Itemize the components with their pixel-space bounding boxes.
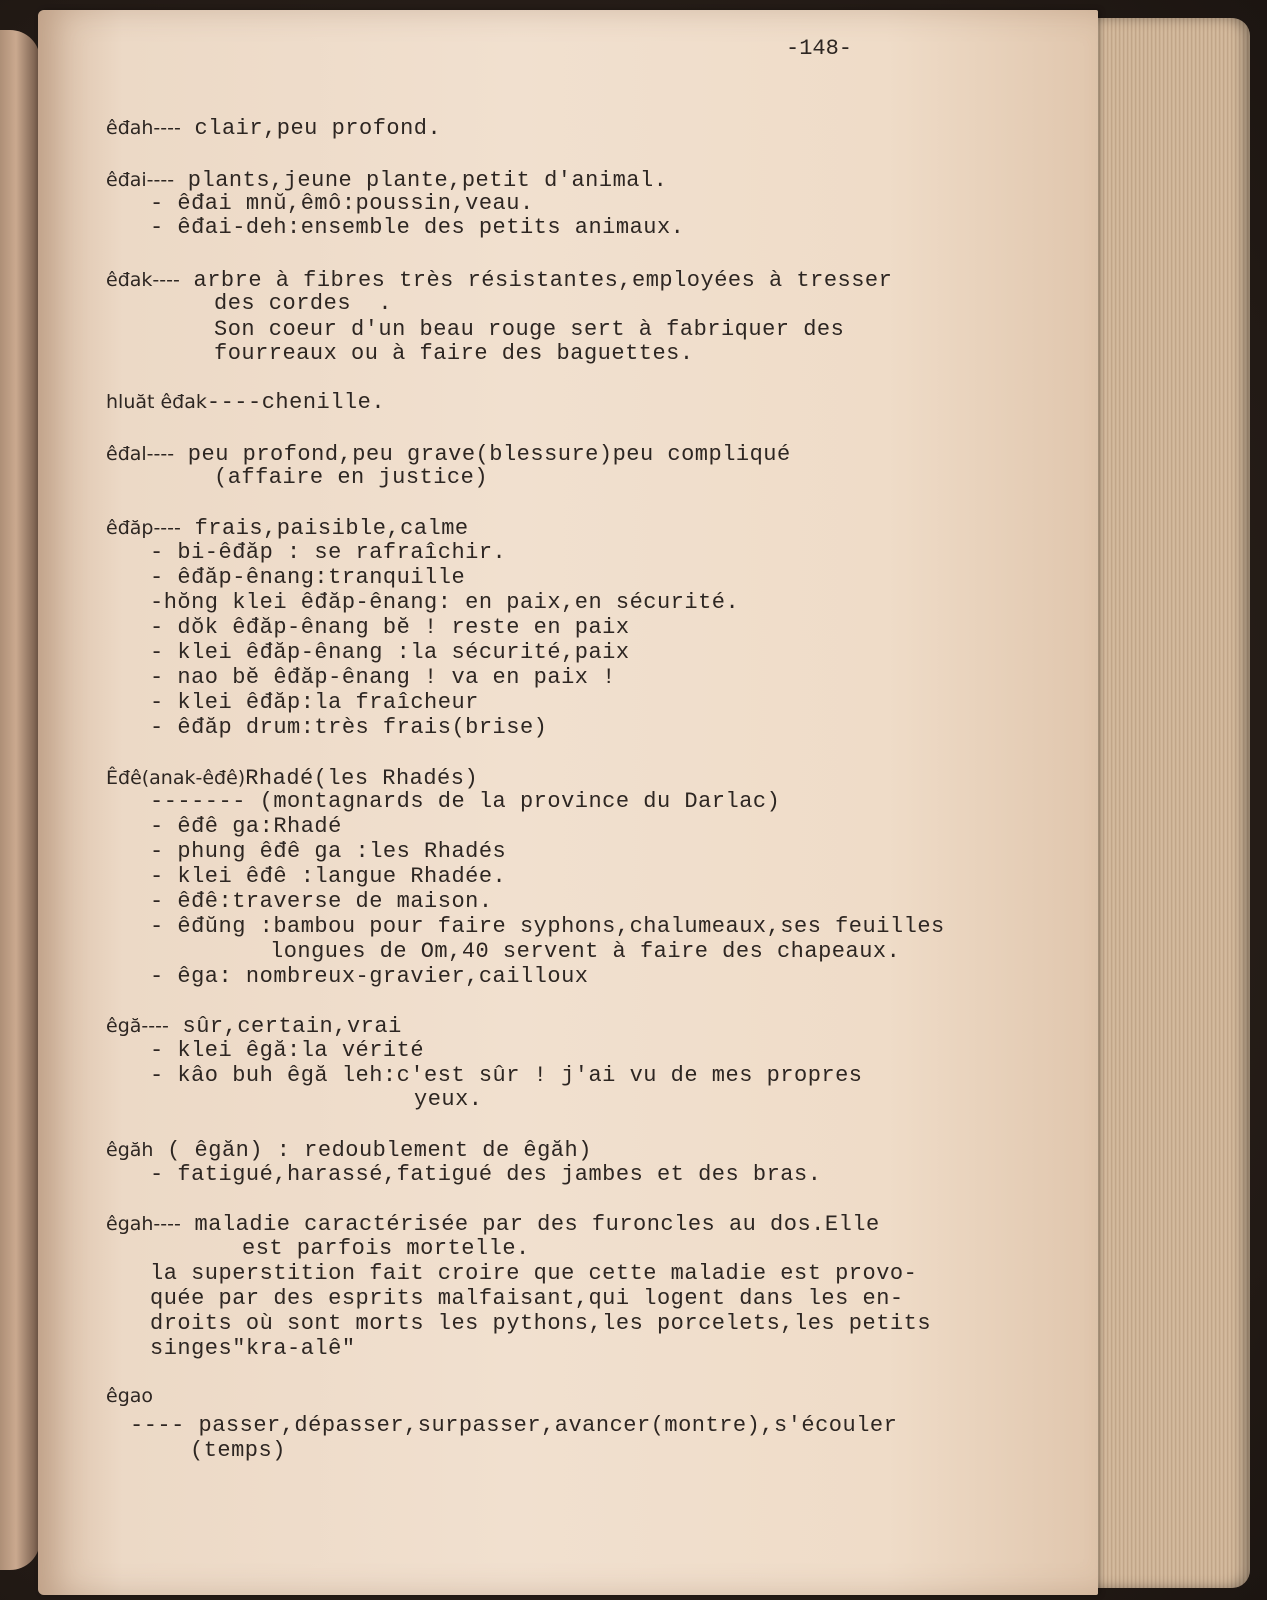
entry-line: êgă---- sûr,certain,vrai bbox=[106, 1014, 402, 1039]
entry-line: droits où sont morts les pythons,les porcelets,les petits bbox=[150, 1311, 932, 1336]
entry-line: êđăp---- frais,paisible,calme bbox=[106, 516, 469, 541]
entry-line: quée par des esprits malfaisant,qui logent dans les en- bbox=[150, 1286, 904, 1311]
entry-line: êđai---- plants,jeune plante,petit d'animal. bbox=[106, 168, 668, 193]
entry-line: singes"kra-alê" bbox=[150, 1336, 356, 1361]
left-page-edge bbox=[0, 30, 40, 1570]
page-number: -148- bbox=[786, 36, 853, 61]
entry-line: - phung êđê ga :les Rhadés bbox=[150, 839, 507, 864]
entry-line: êđah---- clair,peu profond. bbox=[106, 116, 442, 141]
entry-line: - nao bĕ êđăp-ênang ! va en paix ! bbox=[150, 665, 616, 690]
entry-line: -hŏng klei êđăp-ênang: en paix,en sécurité. bbox=[150, 590, 740, 615]
entry-line: êgao bbox=[106, 1385, 154, 1407]
entry-line: longues de Om,40 servent à faire des chapeaux. bbox=[270, 939, 901, 964]
entry-line: - êđê ga:Rhadé bbox=[150, 814, 342, 839]
entry-line: - fatigué,harassé,fatigué des jambes et des bras. bbox=[150, 1162, 822, 1187]
entry-line: - êđăp-ênang:tranquille bbox=[150, 565, 466, 590]
entry-line: - êđăp drum:très frais(brise) bbox=[150, 715, 548, 740]
entry-line: - dŏk êđăp-ênang bĕ ! reste en paix bbox=[150, 615, 630, 640]
entry-line: êđal---- peu profond,peu grave(blessure)peu compliqué bbox=[106, 442, 791, 467]
entry-line: - klei êđăp-ênang :la sécurité,paix bbox=[150, 640, 630, 665]
entry-line: êgah---- maladie caractérisée par des furoncles au dos.Elle bbox=[106, 1212, 880, 1237]
entry-line: - êđê:traverse de maison. bbox=[150, 889, 493, 914]
entry-line: la superstition fait croire que cette maladie est provo- bbox=[150, 1261, 918, 1286]
entry-line: - klei êđê :langue Rhadée. bbox=[150, 864, 507, 889]
page-block-edge bbox=[1080, 18, 1250, 1588]
entry-line: - êđai mnŭ,êmô:poussin,veau. bbox=[150, 191, 534, 216]
entry-line: - kâo buh êgă leh:c'est sûr ! j'ai vu de mes propres bbox=[150, 1063, 863, 1088]
entry-line: ------- (montagnards de la province du Darlac) bbox=[150, 789, 781, 814]
entry-line: - klei êđăp:la fraîcheur bbox=[150, 690, 479, 715]
entry-line: Êđê(anak-êđê)Rhadé(les Rhadés) bbox=[106, 766, 479, 791]
entry-line: (temps) bbox=[190, 1438, 286, 1463]
entry-line: des cordes . bbox=[214, 291, 393, 316]
entry-line: - êđai-deh:ensemble des petits animaux. bbox=[150, 215, 685, 240]
entry-line: est parfois mortelle. bbox=[242, 1236, 530, 1261]
entry-line: - êga: nombreux-gravier,cailloux bbox=[150, 964, 589, 989]
entry-line: fourreaux ou à faire des baguettes. bbox=[214, 341, 694, 366]
entry-line: ---- passer,dépasser,surpasser,avancer(montre),s'écouler bbox=[130, 1413, 898, 1438]
entry-line: - klei êgă:la vérité bbox=[150, 1038, 425, 1063]
entry-line: Son coeur d'un beau rouge sert à fabriquer des bbox=[214, 317, 845, 342]
entry-line: hluăt êđak----chenille. bbox=[106, 390, 386, 415]
entry-line: yeux. bbox=[414, 1087, 483, 1112]
entry-line: - bi-êđăp : se rafraîchir. bbox=[150, 540, 507, 565]
entry-line: - êđŭng :bambou pour faire syphons,chalumeaux,ses feuilles bbox=[150, 914, 945, 939]
entry-line: (affaire en justice) bbox=[214, 465, 489, 490]
entry-line: êđak---- arbre à fibres très résistantes,employées à tresser bbox=[106, 268, 893, 293]
dictionary-text bbox=[38, 10, 1098, 1595]
dictionary-page bbox=[38, 10, 1098, 1595]
entry-line: êgăh ( êgăn) : redoublement de êgăh) bbox=[106, 1138, 592, 1163]
